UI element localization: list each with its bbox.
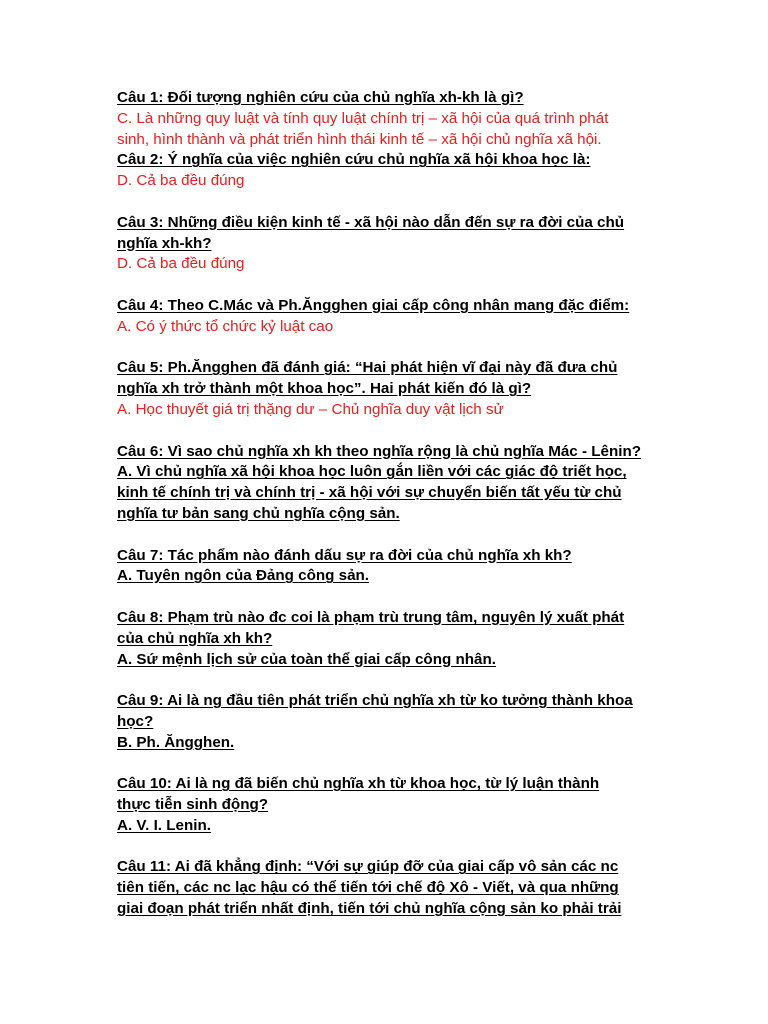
question-4: Câu 4: Theo C.Mác và Ph.Ăngghen giai cấp công nhân mang đặc điểm: — [117, 296, 630, 314]
answer-7: A. Tuyên ngôn của Đảng công sản. — [117, 567, 370, 585]
spacer — [117, 421, 668, 442]
question-10-line-2: thực tiễn sinh động? — [117, 796, 269, 814]
question-9-line-1: Câu 9: Ai là ng đầu tiên phát triển chủ nghĩa xh từ ko tưởng thành khoa — [117, 692, 633, 710]
spacer — [117, 525, 668, 546]
question-11-line-3: giai đoạn phát triển nhất định, tiến tới chủ nghĩa cộng sản ko phải trải — [117, 900, 622, 918]
spacer — [117, 587, 668, 608]
answer-6-line-1: A. Vì chủ nghĩa xã hội khoa học luôn gắn liền với các giác độ triết học, — [117, 463, 627, 481]
answer-9: B. Ph. Ăngghen. — [117, 733, 235, 751]
spacer — [117, 338, 668, 359]
answer-2: D. Cả ba đều đúng — [117, 172, 245, 190]
spacer — [117, 837, 668, 858]
question-6: Câu 6: Vì sao chủ nghĩa xh kh theo nghĩa rộng là chủ nghĩa Mác - Lênin? — [117, 442, 642, 460]
question-5-line-2: nghĩa xh trở thành một khoa học”. Hai phát kiến đó là gì? — [117, 380, 532, 398]
question-11-line-2: tiên tiến, các nc lạc hậu có thể tiến tới chế độ Xô - Viết, và qua những — [117, 879, 619, 897]
question-8-line-2: của chủ nghĩa xh kh? — [117, 629, 273, 647]
question-9-line-2: học? — [117, 712, 154, 730]
spacer — [117, 754, 668, 775]
question-5-line-1: Câu 5: Ph.Ăngghen đã đánh giá: “Hai phát hiện vĩ đại này đã đưa chủ — [117, 359, 618, 377]
spacer — [117, 192, 668, 213]
question-3-line-1: Câu 3: Những điều kiện kinh tế - xã hội nào dẫn đến sự ra đời của chủ — [117, 213, 625, 231]
spacer — [117, 670, 668, 691]
answer-1-line-1: C. Là những quy luật và tính quy luật chính trị – xã hội của quá trình phát — [117, 109, 609, 127]
question-2: Câu 2: Ý nghĩa của việc nghiên cứu chủ nghĩa xã hội khoa học là: — [117, 151, 591, 169]
answer-4: A. Có ý thức tổ chức kỷ luật cao — [117, 317, 334, 335]
answer-1-line-2: sinh, hình thành và phát triển hình thái kinh tế – xã hội chủ nghĩa xã hội. — [117, 130, 602, 148]
question-3-line-2: nghĩa xh-kh? — [117, 234, 212, 252]
answer-5: A. Học thuyết giá trị thặng dư – Chủ nghĩa duy vật lịch sử — [117, 400, 504, 418]
answer-8: A. Sứ mệnh lịch sử của toàn thể giai cấp công nhân. — [117, 650, 496, 668]
question-1: Câu 1: Đối tượng nghiên cứu của chủ nghĩa xh-kh là gì? — [117, 89, 524, 106]
question-8-line-1: Câu 8: Phạm trù nào đc coi là phạm trù trung tâm, nguyên lý xuất phát — [117, 608, 625, 626]
answer-3: D. Cả ba đều đúng — [117, 255, 245, 273]
answer-6-line-3: nghĩa tư bản sang chủ nghĩa cộng sản. — [117, 504, 400, 522]
answer-10: A. V. I. Lenin. — [117, 816, 211, 834]
spacer — [117, 275, 668, 296]
question-11-line-1: Câu 11: Ai đã khẳng định: “Với sự giúp đỡ của giai cấp vô sản các nc — [117, 858, 619, 876]
question-10-line-1: Câu 10: Ai là ng đã biến chủ nghĩa xh từ khoa học, từ lý luận thành — [117, 775, 600, 793]
answer-6-line-2: kinh tế chính trị và chính trị - xã hội với sự chuyển biến tất yếu từ chủ — [117, 484, 622, 502]
question-7: Câu 7: Tác phẩm nào đánh dấu sự ra đời của chủ nghĩa xh kh? — [117, 546, 572, 564]
